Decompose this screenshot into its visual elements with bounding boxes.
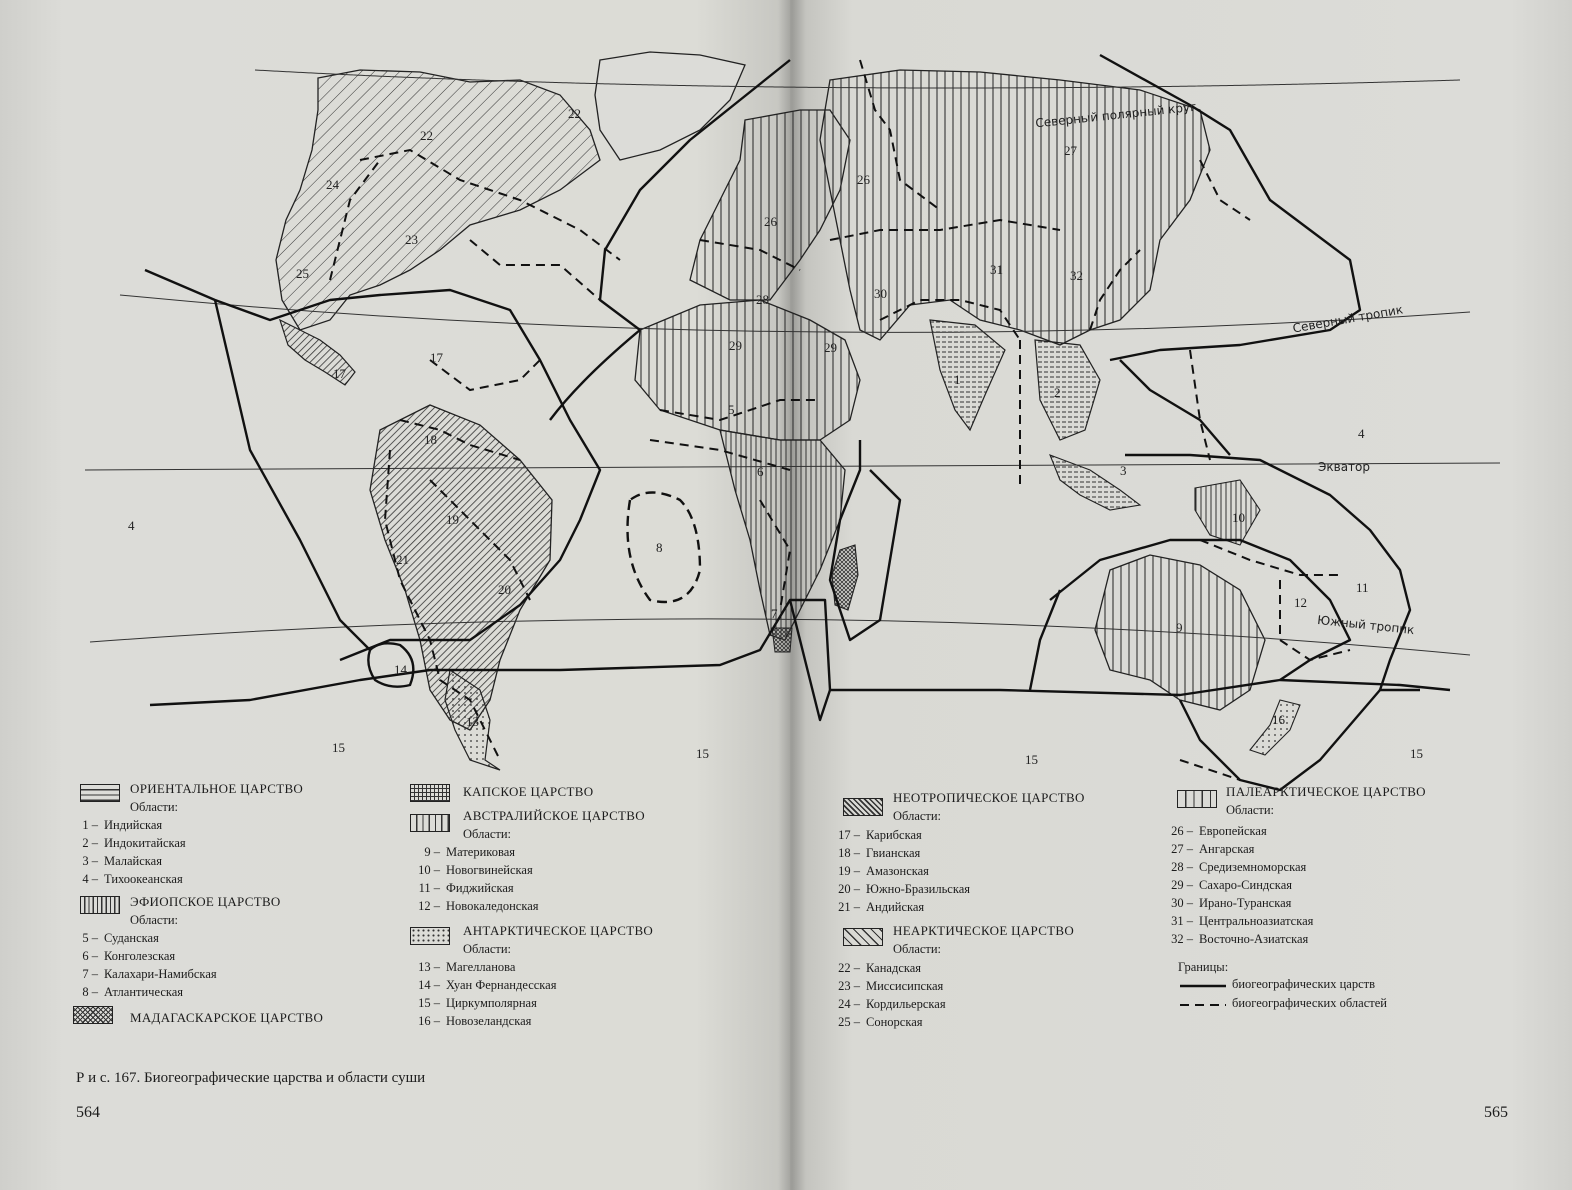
- borders-legend: Границы:: [1178, 960, 1229, 974]
- neotropical-items: 17 – Карибская 18 – Гвианская 19 – Амазонская 20 – Южно-Бразильская 21 – Андийская: [838, 828, 971, 914]
- region-number: 4: [1358, 426, 1365, 441]
- nearctic-swatch: [843, 928, 883, 946]
- legend-item: Амазонская: [866, 864, 929, 878]
- legend-item: Гвианская: [866, 846, 921, 860]
- antarctic-swatch: [410, 927, 450, 945]
- indochina-landmass: [1035, 340, 1100, 440]
- region-number: 13: [466, 714, 479, 729]
- africa-north-landmass: [635, 300, 860, 440]
- legend-item: Южно-Бразильская: [866, 882, 971, 896]
- ethiopian-items: 5 – Суданская 6 – Конголезская 7 – Калахари-Намибская 8 – Атлантическая: [82, 931, 217, 999]
- region-number: 19: [446, 512, 459, 527]
- region-number: 24: [326, 177, 339, 192]
- legend-item: Сахаро-Синдская: [1199, 878, 1292, 892]
- madagascar-legend: МАДАГАСКАРСКОЕ ЦАРСТВО: [130, 1010, 324, 1025]
- region-number: 2: [1054, 385, 1061, 400]
- region-border-17: [1190, 350, 1210, 460]
- legend-item: Материковая: [446, 845, 516, 859]
- region-number: 20: [498, 582, 511, 597]
- realm-border-2: [215, 300, 370, 650]
- region-number: 6: [757, 464, 764, 479]
- tropic-south-label: Южный тропик: [1316, 612, 1416, 638]
- region-number: 9: [1176, 620, 1183, 635]
- nearctic-legend: НЕАРКТИЧЕСКОЕ ЦАРСТВО Области:: [893, 923, 1075, 956]
- neotropical-swatch: [843, 798, 883, 816]
- region-number: 17: [430, 350, 443, 365]
- region-number: 3: [1120, 463, 1127, 478]
- region-number: 30: [874, 286, 887, 301]
- region-number: 15: [332, 740, 345, 755]
- region-number: 15: [1025, 752, 1038, 767]
- palearctic-swatch: [1177, 790, 1217, 808]
- realm-border-12: [1030, 590, 1060, 690]
- region-number: 15: [1410, 746, 1423, 761]
- oriental-legend: [130, 780, 303, 816]
- cape-swatch: [410, 784, 450, 802]
- region-number: 26: [764, 214, 777, 229]
- legend-item: Канадская: [866, 961, 922, 975]
- australian-items: 9 – Материковая 10 – Новогвинейская 11 – Фиджийская 12 – Новокаледонская: [418, 845, 539, 913]
- legend-item: Андийская: [866, 900, 925, 914]
- legend-item: Средиземноморская: [1199, 860, 1307, 874]
- legend-item: Карибская: [866, 828, 922, 842]
- region-border-21: [1200, 160, 1250, 220]
- region-number: 28: [756, 292, 769, 307]
- legend-title: ОРИЕНТАЛЬНОЕ ЦАРСТВО: [130, 781, 304, 796]
- legend-item: Сонорская: [866, 1015, 923, 1029]
- region-number: 22: [420, 128, 433, 143]
- region-number: 18: [424, 432, 437, 447]
- region-number: 1: [954, 372, 961, 387]
- legend-subtitle: Области:: [130, 800, 179, 814]
- tropic-north-label: Северный тропик: [1291, 302, 1404, 336]
- legend-item: Суданская: [104, 931, 159, 945]
- legend-item: Восточно-Азиатская: [1199, 932, 1309, 946]
- region-number: 31: [990, 262, 1003, 277]
- region-number: 21: [396, 552, 409, 567]
- legend-item: Новокаледонская: [446, 899, 539, 913]
- greenland-landmass: [595, 52, 745, 160]
- figure-caption: Р и с. 167. Биогеографические царства и области суши: [76, 1070, 426, 1086]
- australian-legend: АВСТРАЛИЙСКОЕ ЦАРСТВО Области:: [463, 808, 645, 841]
- realm-border-13: [1120, 360, 1230, 455]
- legend-item: Магелланова: [446, 960, 516, 974]
- region-number: 16: [1272, 712, 1285, 727]
- region-number: 8: [656, 540, 663, 555]
- realm-border-1: [145, 270, 600, 660]
- region-number: 12: [1294, 595, 1307, 610]
- region-number: 5: [728, 402, 735, 417]
- cape-legend: КАПСКОЕ ЦАРСТВО: [463, 784, 594, 799]
- nearctic-items: 22 – Канадская 23 – Миссисипская 24 – Кордильерская 25 – Сонорская: [838, 961, 946, 1029]
- legend-item: Калахари-Намибская: [104, 967, 217, 981]
- antarctic-items: 13 – Магелланова 14 – Хуан Фернандесская 15 – Циркумполярная 16 – Новозеландская: [418, 960, 557, 1028]
- legend-item: Новозеландская: [446, 1014, 532, 1028]
- legend-item: Индийская: [104, 818, 163, 832]
- india-landmass: [930, 320, 1005, 430]
- legend-item: Конголезская: [104, 949, 176, 963]
- oriental-swatch: [80, 784, 120, 802]
- arctic-circle-label: Северный полярный круг: [1034, 99, 1197, 131]
- page-number-left: 564: [76, 1104, 100, 1121]
- region-number: 11: [1356, 580, 1369, 595]
- cape-region: [772, 628, 792, 652]
- region-number: 26: [857, 172, 870, 187]
- legend-item: Индокитайская: [104, 836, 186, 850]
- region-border-label: биогеографических областей: [1232, 996, 1387, 1010]
- ethiopian-legend: ЭФИОПСКОЕ ЦАРСТВО Области:: [130, 894, 281, 927]
- region-number: 22: [568, 106, 581, 121]
- region-number: 29: [729, 338, 742, 353]
- ethiopian-swatch: [80, 896, 120, 914]
- region-number: 14: [394, 662, 407, 677]
- legend-item: Циркумполярная: [446, 996, 537, 1010]
- legend-item: Кордильерская: [866, 997, 946, 1011]
- region-number: 23: [405, 232, 418, 247]
- page-number-right: 565: [1484, 1104, 1508, 1121]
- region-number: 4: [128, 518, 135, 533]
- legend-item: Тихоокеанская: [104, 872, 183, 886]
- region-number: 10: [1232, 510, 1245, 525]
- region-number: 7: [771, 606, 778, 621]
- realm-border-14: [628, 493, 701, 603]
- equator-label: Экватор: [1318, 460, 1371, 474]
- region-border-4: [430, 360, 540, 390]
- region-number: 27: [1064, 143, 1077, 158]
- antarctic-legend: АНТАРКТИЧЕСКОЕ ЦАРСТВО Области:: [463, 923, 654, 956]
- palearctic-legend: ПАЛЕАРКТИЧЕСКОЕ ЦАРСТВО Области:: [1226, 784, 1426, 817]
- legend-item: Фиджийская: [446, 881, 514, 895]
- madagascar-swatch: [73, 1006, 113, 1024]
- legend-item: Хуан Фернандесская: [446, 978, 557, 992]
- neotropical-legend: НЕОТРОПИЧЕСКОЕ ЦАРСТВО Области:: [893, 790, 1085, 823]
- region-number: 17: [333, 366, 346, 381]
- region-border-3: [470, 240, 600, 300]
- region-number: 32: [1070, 268, 1083, 283]
- legend-item: Центральноазиатская: [1199, 914, 1314, 928]
- legend-item: Ирано-Туранская: [1199, 896, 1292, 910]
- border-line-samples: [1178, 978, 1228, 1018]
- border-legend-items: [1232, 975, 1387, 1012]
- region-number: 25: [296, 266, 309, 281]
- malay-islands: [1050, 455, 1140, 510]
- australian-swatch: [410, 814, 450, 832]
- region-number: 29: [824, 340, 837, 355]
- region-number: 15: [696, 746, 709, 761]
- legend-item: Новогвинейская: [446, 863, 533, 877]
- new-guinea-landmass: [1195, 480, 1260, 545]
- palearctic-items: 26 – Европейская 27 – Ангарская 28 – Средиземноморская 29 – Сахаро-Синдская 30 – Ирано-Туранская 31 – Центральноазиатская 32 – Восточно-Азиатская: [1171, 824, 1314, 946]
- legend-item: Ангарская: [1199, 842, 1255, 856]
- realm-border-label: биогеографических царств: [1232, 977, 1376, 991]
- legend-item: Миссисипская: [866, 979, 944, 993]
- oriental-items: 1 – Индийская 2 – Индокитайская 3 – Малайская 4 – Тихоокеанская: [82, 818, 186, 886]
- legend-item: Европейская: [1199, 824, 1267, 838]
- legend-item: Атлантическая: [104, 985, 184, 999]
- region-border-18: [1200, 540, 1340, 575]
- legend-item: Малайская: [104, 854, 162, 868]
